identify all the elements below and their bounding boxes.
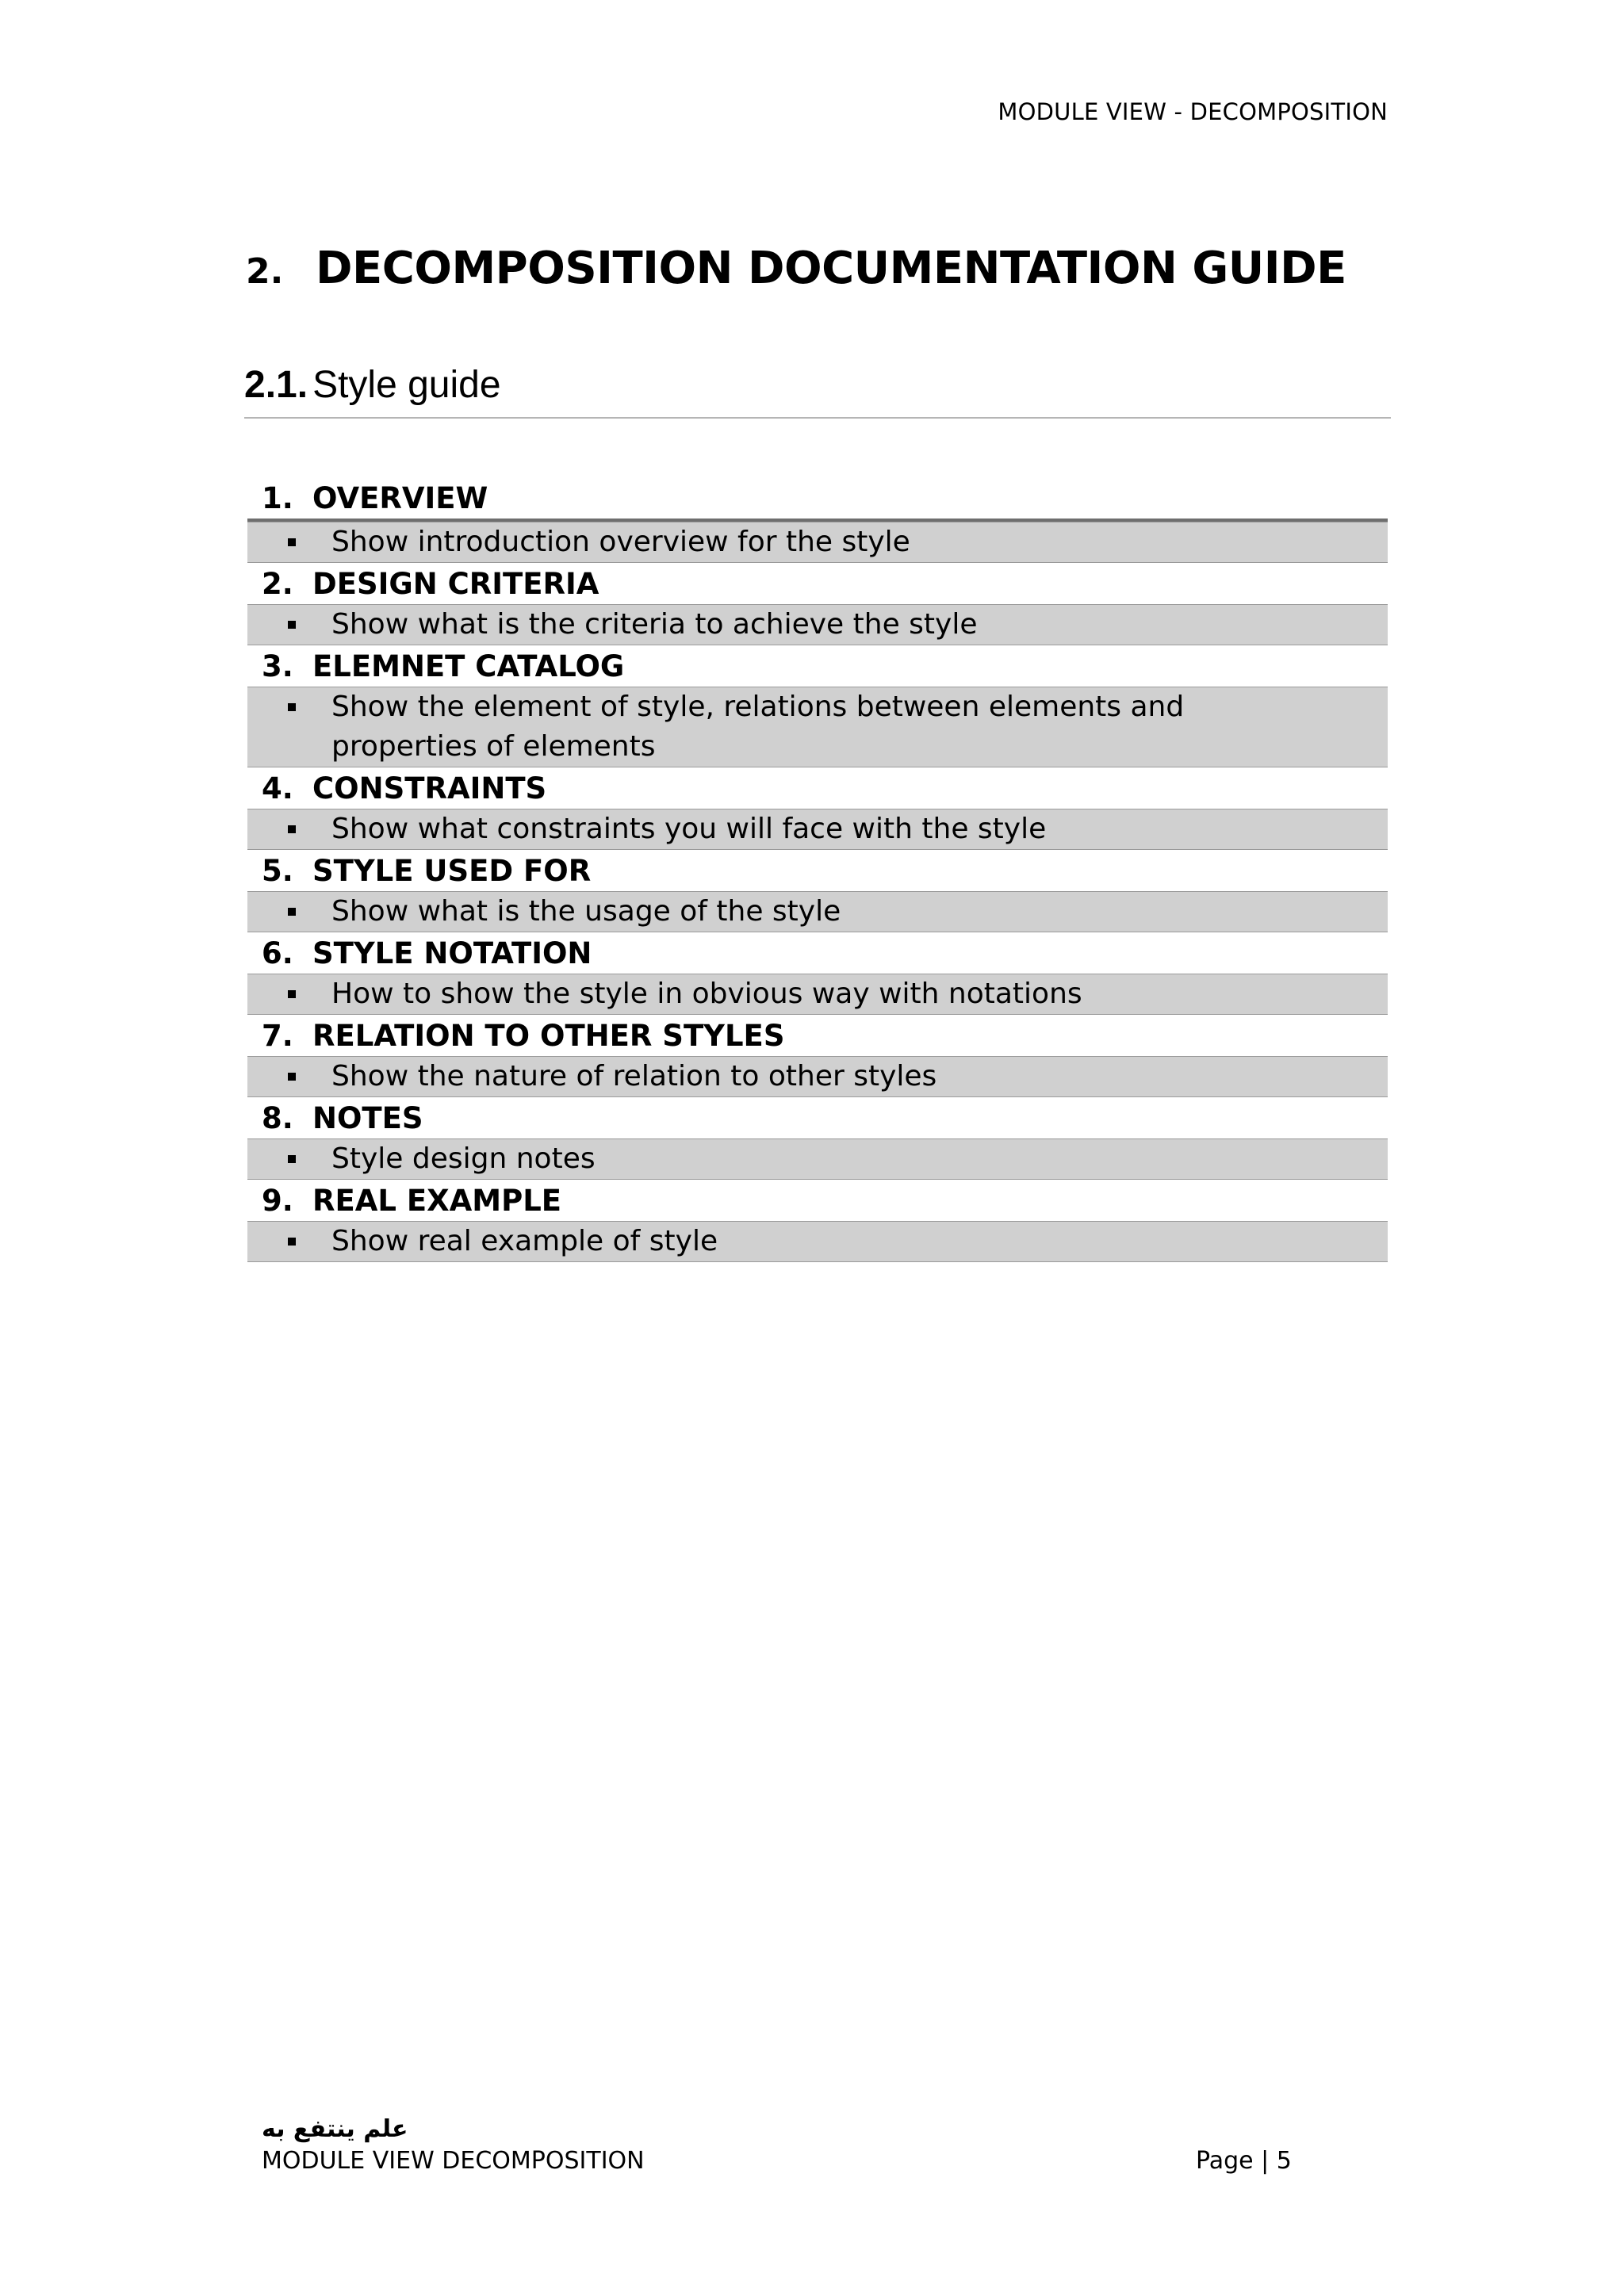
item-number: 3. bbox=[262, 649, 293, 683]
item-title: NOTES bbox=[312, 1100, 423, 1135]
square-bullet-icon bbox=[247, 522, 331, 546]
running-header: MODULE VIEW - DECOMPOSITION bbox=[998, 98, 1388, 125]
item-number: 9. bbox=[262, 1183, 293, 1218]
item-description-text: Show the nature of relation to other styles bbox=[331, 1060, 937, 1093]
list-item-heading bbox=[247, 477, 1388, 522]
item-number: 7. bbox=[262, 1018, 293, 1053]
section-heading bbox=[244, 363, 1391, 419]
list-item-heading bbox=[247, 645, 1388, 687]
list-item-heading bbox=[247, 1097, 1388, 1138]
square-bullet-icon bbox=[247, 974, 331, 998]
item-description-text: Show the element of style, relations between elements and properties of elements bbox=[331, 691, 1185, 763]
item-number: 4. bbox=[262, 771, 293, 806]
square-bullet-icon bbox=[247, 809, 331, 833]
list-item-description bbox=[247, 604, 1388, 645]
footer-arabic-motto: علم ينتفع به bbox=[262, 2115, 408, 2143]
item-title: DESIGN CRITERIA bbox=[312, 566, 599, 601]
item-title: STYLE USED FOR bbox=[312, 853, 592, 888]
list-item-heading bbox=[247, 1180, 1388, 1221]
item-description-text: Show what is the criteria to achieve the style bbox=[331, 608, 978, 641]
list-item-heading bbox=[247, 563, 1388, 604]
square-bullet-icon bbox=[247, 1057, 331, 1081]
section-number: 2.1. bbox=[244, 364, 308, 406]
square-bullet-icon bbox=[247, 1139, 331, 1163]
list-item-heading bbox=[247, 932, 1388, 974]
item-number: 2. bbox=[262, 566, 293, 601]
footer-page-number: Page | 5 bbox=[1196, 2147, 1292, 2175]
square-bullet-icon bbox=[247, 687, 331, 711]
style-guide-list bbox=[247, 477, 1388, 1262]
item-title: OVERVIEW bbox=[312, 480, 488, 515]
item-description-text: Show real example of style bbox=[331, 1225, 718, 1257]
square-bullet-icon bbox=[247, 892, 331, 916]
list-item-description bbox=[247, 1056, 1388, 1097]
item-title: REAL EXAMPLE bbox=[312, 1183, 562, 1218]
item-description-text: Show what is the usage of the style bbox=[331, 895, 841, 928]
section-title: Style guide bbox=[312, 364, 501, 406]
list-item-description bbox=[247, 891, 1388, 932]
item-title: RELATION TO OTHER STYLES bbox=[312, 1018, 785, 1053]
chapter-heading bbox=[246, 243, 1346, 294]
list-item-description bbox=[247, 974, 1388, 1015]
list-item-description bbox=[247, 522, 1388, 563]
item-description-text: How to show the style in obvious way with notations bbox=[331, 978, 1082, 1010]
item-number: 1. bbox=[262, 480, 293, 515]
list-item-heading bbox=[247, 1015, 1388, 1056]
item-description-text: Show introduction overview for the style bbox=[331, 526, 910, 558]
item-number: 5. bbox=[262, 853, 293, 888]
item-title: ELEMNET CATALOG bbox=[312, 649, 625, 683]
chapter-number: 2. bbox=[246, 251, 284, 292]
item-number: 8. bbox=[262, 1100, 293, 1135]
item-title: CONSTRAINTS bbox=[312, 771, 547, 806]
list-item-heading bbox=[247, 767, 1388, 809]
list-item-description bbox=[247, 809, 1388, 850]
item-number: 6. bbox=[262, 936, 293, 970]
item-description-text: Show what constraints you will face with the style bbox=[331, 813, 1047, 845]
footer-document-name: MODULE VIEW DECOMPOSITION bbox=[262, 2147, 645, 2175]
square-bullet-icon bbox=[247, 605, 331, 629]
list-item-heading bbox=[247, 850, 1388, 891]
item-description-text: Style design notes bbox=[331, 1142, 596, 1175]
chapter-title: DECOMPOSITION DOCUMENTATION GUIDE bbox=[316, 243, 1346, 294]
list-item-description bbox=[247, 1221, 1388, 1262]
list-item-description bbox=[247, 1138, 1388, 1180]
item-title: STYLE NOTATION bbox=[312, 936, 592, 970]
list-item-description bbox=[247, 687, 1388, 767]
square-bullet-icon bbox=[247, 1222, 331, 1246]
